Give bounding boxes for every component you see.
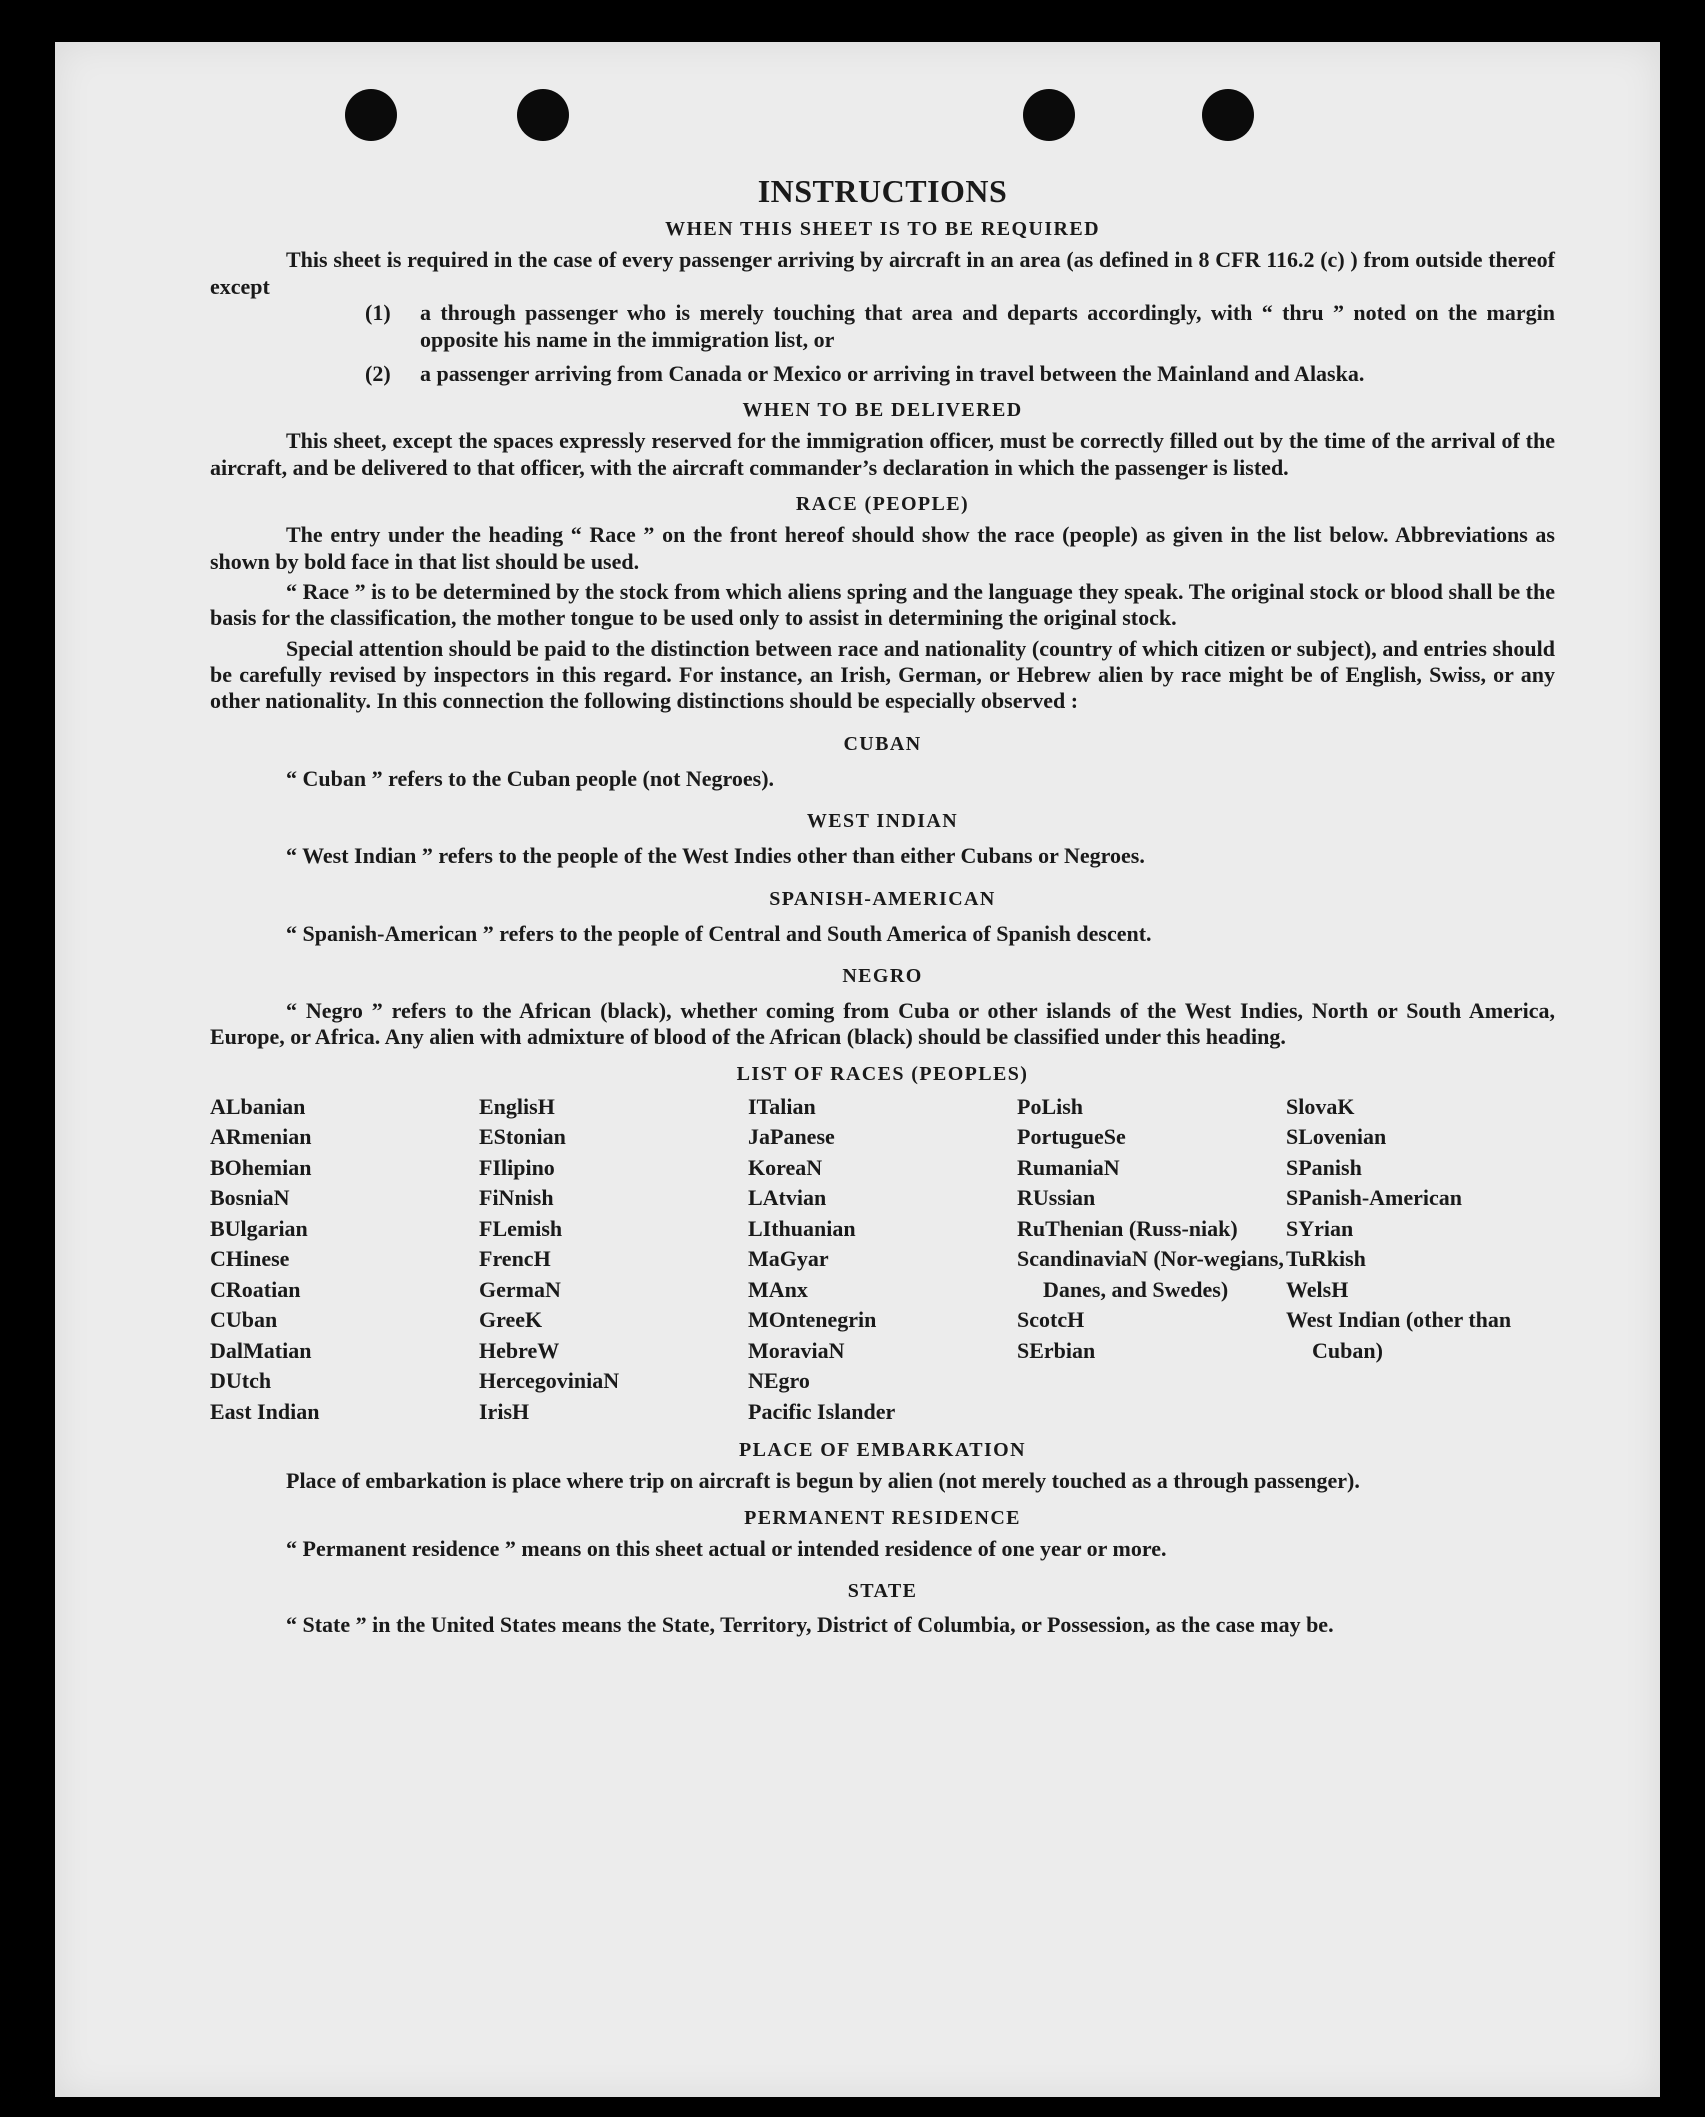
west-indian-text: “ West Indian ” refers to the people of the West Indies other than either Cubans or Negroes. [286, 843, 1145, 869]
exception-number: (2) [365, 360, 391, 386]
race-entry: MoraviaN [748, 1337, 845, 1363]
race-entry: ALbanian [210, 1093, 306, 1119]
race-entry: SErbian [1017, 1337, 1096, 1363]
race-entry: SPanish-American [1286, 1185, 1462, 1211]
race-entry: ScotcH [1017, 1307, 1085, 1333]
race-entry: CHinese [210, 1246, 290, 1272]
race-entry: BOhemian [210, 1154, 312, 1180]
races-list [210, 1092, 1555, 1428]
heading-list-of-races: LIST OF RACES (PEOPLES) [736, 1062, 1029, 1085]
race-entry: RuThenian (Russ-niak) [1017, 1215, 1238, 1241]
race-entry: SLovenian [1286, 1124, 1387, 1150]
race-entry: FIlipino [479, 1154, 555, 1180]
race-entry: MaGyar [748, 1246, 829, 1272]
race-entry: BUlgarian [210, 1215, 308, 1241]
race-entry: JaPanese [748, 1124, 835, 1150]
heading-when-required: WHEN THIS SHEET IS TO BE REQUIRED [665, 218, 1100, 241]
exception-text: a through passenger who is merely touching that area and departs accordingly, with “ thru ” noted on the margin opposite his name in the immigration list, or [420, 300, 1555, 352]
instructions-content [210, 172, 1555, 1641]
negro-text: “ Negro ” refers to the African (black), whether coming from Cuba or other islands of the West Indies, North or South America, Europe, or Africa. Any alien with admixture of blood of the African (black) should be classified under this heading. [210, 998, 1555, 1050]
race-entry: East Indian [210, 1398, 320, 1424]
race-entry: IrisH [479, 1398, 530, 1424]
race-entry: BosniaN [210, 1185, 290, 1211]
heading-state: STATE [847, 1580, 918, 1603]
punch-hole [1023, 89, 1075, 141]
race-entry: FrencH [479, 1246, 551, 1272]
race-entry: NEgro [748, 1368, 810, 1394]
exception-number: (1) [365, 300, 391, 326]
race-entry: RUssian [1017, 1185, 1096, 1211]
page-title: INSTRUCTIONS [757, 173, 1008, 209]
race-entry: GermaN [479, 1276, 561, 1302]
heading-race: RACE (PEOPLE) [795, 493, 970, 516]
cuban-text: “ Cuban ” refers to the Cuban people (not Negroes). [286, 765, 775, 791]
race-entry: SPanish [1286, 1154, 1362, 1180]
race-entry: ITalian [748, 1093, 816, 1119]
exception-item [365, 361, 1555, 387]
exception-text: a passenger arriving from Canada or Mexico or arriving in travel between the Mainland and Alaska. [420, 360, 1365, 386]
race-entry: ARmenian [210, 1124, 312, 1150]
race-entry: GreeK [479, 1307, 543, 1333]
race-entry: FLemish [479, 1215, 563, 1241]
race-entry: TuRkish [1286, 1246, 1366, 1272]
document-page [55, 42, 1660, 2097]
race-entry: PortugueSe [1017, 1124, 1126, 1150]
race-entry: CRoatian [210, 1276, 301, 1302]
punch-hole [345, 89, 397, 141]
heading-permanent-residence: PERMANENT RESIDENCE [744, 1506, 1021, 1529]
heading-when-delivered: WHEN TO BE DELIVERED [742, 399, 1023, 422]
race-entry: MAnx [748, 1276, 808, 1302]
race-entry: LIthuanian [748, 1215, 856, 1241]
races-column [210, 1092, 479, 1428]
race-entry: EnglisH [479, 1093, 555, 1119]
race-paragraph-1: The entry under the heading “ Race ” on the front hereof should show the race (people) as given in the list below. Abbreviations as shown by bold face in that list should be used. [210, 522, 1555, 574]
heading-embarkation: PLACE OF EMBARKATION [739, 1439, 1026, 1462]
punch-hole [517, 89, 569, 141]
spanish-american-text: “ Spanish-American ” refers to the people of Central and South America of Spanish descent. [286, 920, 1152, 946]
race-entry: FiNnish [479, 1185, 554, 1211]
race-entry: PoLish [1017, 1093, 1084, 1119]
race-entry: WelsH [1286, 1276, 1349, 1302]
race-entry: DalMatian [210, 1337, 312, 1363]
heading-west-indian: WEST INDIAN [806, 810, 959, 833]
race-entry: ScandinaviaN (Nor-wegians, Danes, and Swedes) [1017, 1246, 1284, 1302]
when-delivered-text: This sheet, except the spaces expressly reserved for the immigration officer, must be correctly filled out by the time of the arrival of the aircraft, and be delivered to that officer, with the aircraft commander’s declaration in which the passenger is listed. [210, 428, 1555, 480]
race-entry: MOntenegrin [748, 1307, 877, 1333]
permanent-residence-text: “ Permanent residence ” means on this sheet actual or intended residence of one year or more. [286, 1535, 1167, 1561]
race-entry: Pacific Islander [748, 1398, 896, 1424]
heading-cuban: CUBAN [843, 732, 922, 755]
punch-hole [1202, 89, 1254, 141]
races-column [479, 1092, 748, 1428]
races-column [1286, 1092, 1555, 1428]
heading-spanish-american: SPANISH-AMERICAN [769, 887, 996, 910]
race-entry: RumaniaN [1017, 1154, 1120, 1180]
race-entry: CUban [210, 1307, 278, 1333]
race-entry: West Indian (other than Cuban) [1286, 1307, 1512, 1363]
race-entry: DUtch [210, 1368, 272, 1394]
race-entry: SYrian [1286, 1215, 1354, 1241]
races-column [748, 1092, 1017, 1428]
race-entry: KoreaN [748, 1154, 823, 1180]
race-entry: HercegoviniaN [479, 1368, 620, 1394]
embarkation-text: Place of embarkation is place where trip on aircraft is begun by alien (not merely touched as a through passenger). [286, 1468, 1360, 1494]
heading-negro: NEGRO [842, 965, 923, 988]
state-text: “ State ” in the United States means the State, Territory, District of Columbia, or Possession, as the case may be. [286, 1612, 1334, 1638]
race-entry: HebreW [479, 1337, 560, 1363]
race-entry: LAtvian [748, 1185, 827, 1211]
race-entry: EStonian [479, 1124, 566, 1150]
when-required-intro: This sheet is required in the case of every passenger arriving by aircraft in an area (as defined in 8 CFR 116.2 (c) ) from outside thereof except [210, 247, 1555, 299]
race-paragraph-2: “ Race ” is to be determined by the stock from which aliens spring and the language they speak. The original stock or blood shall be the basis for the classification, the mother tongue to be used only to assist in determining the original stock. [210, 578, 1555, 631]
races-column [1017, 1092, 1286, 1428]
race-paragraph-3: Special attention should be paid to the distinction between race and nationality (country of which citizen or subject), and entries should be carefully revised by inspectors in this regard. For instance, an Irish, German, or Hebrew alien by race might be of English, Swiss, or any other nationality. In this connection the following distinctions should be especially observed : [210, 635, 1555, 714]
exception-item [365, 300, 1555, 353]
race-entry: SlovaK [1286, 1093, 1355, 1119]
